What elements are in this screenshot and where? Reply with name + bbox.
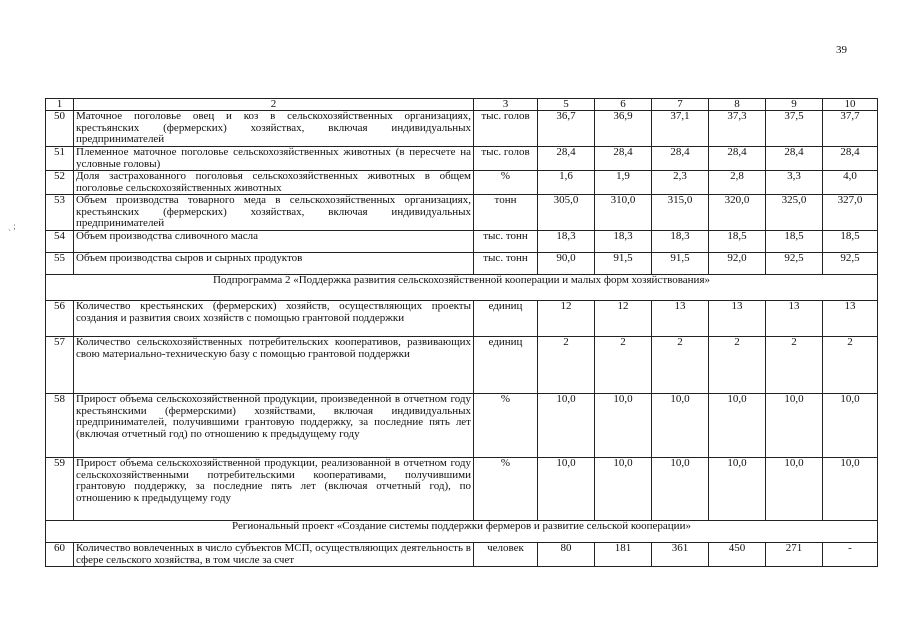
value-cell: 320,0 xyxy=(709,195,766,231)
value-cell: 3,3 xyxy=(766,171,823,195)
column-number-cell: 9 xyxy=(766,99,823,111)
table-row xyxy=(46,195,878,231)
section-title-cell: Региональный проект «Создание системы поддержки фермеров и развитие сельской кооперации» xyxy=(46,521,878,543)
table-row xyxy=(46,394,878,458)
indicator-name-cell: Количество вовлеченных в число субъектов МСП, осуществляющих деятельность в сфере сельского хозяйства, в том числе за счет xyxy=(74,543,474,567)
indicator-name-cell: Объем производства товарного меда в сельскохозяйственных организациях, крестьянских (фермерских) хозяйствах, включая индивидуальных предпринимателей xyxy=(74,195,474,231)
value-cell: 325,0 xyxy=(766,195,823,231)
row-number-cell: 50 xyxy=(46,111,74,147)
value-cell: 91,5 xyxy=(652,253,709,275)
indicator-name-cell: Племенное маточное поголовье сельскохозяйственных животных (в пересчете на условные головы) xyxy=(74,147,474,171)
indicator-name-cell: Прирост объема сельскохозяйственной продукции, реализованной в отчетном году сельскохозяйственными потребительскими кооперативами, получившими грантовую поддержку, за последние пять лет (включая отчетный год), по отношению к предыдущему году xyxy=(74,458,474,521)
value-cell: 10,0 xyxy=(595,458,652,521)
value-cell: 37,7 xyxy=(823,111,878,147)
value-cell: 37,5 xyxy=(766,111,823,147)
indicator-name-cell: Прирост объема сельскохозяйственной продукции, произведенной в отчетном году крестьянскими (фермерскими) хозяйствами, включая индивидуальных предпринимателей, получившими грантовую поддержку, за последние пять лет (включая отчетный год) по отношению к предыдущему году xyxy=(74,394,474,458)
unit-cell: единиц xyxy=(474,301,538,337)
value-cell: - xyxy=(823,543,878,567)
value-cell: 18,5 xyxy=(709,231,766,253)
value-cell: 28,4 xyxy=(766,147,823,171)
value-cell: 28,4 xyxy=(709,147,766,171)
value-cell: 10,0 xyxy=(538,394,595,458)
table-row xyxy=(46,301,878,337)
indicator-name-cell: Доля застрахованного поголовья сельскохозяйственных животных в общем поголовье сельскохозяйственных животных xyxy=(74,171,474,195)
header-row xyxy=(46,99,878,111)
row-number-cell: 59 xyxy=(46,458,74,521)
table-row xyxy=(46,147,878,171)
table-body xyxy=(46,99,878,567)
column-number-cell: 8 xyxy=(709,99,766,111)
value-cell: 13 xyxy=(766,301,823,337)
value-cell: 80 xyxy=(538,543,595,567)
unit-cell: % xyxy=(474,458,538,521)
value-cell: 4,0 xyxy=(823,171,878,195)
unit-cell: единиц xyxy=(474,337,538,394)
value-cell: 10,0 xyxy=(595,394,652,458)
row-number-cell: 51 xyxy=(46,147,74,171)
value-cell: 28,4 xyxy=(823,147,878,171)
column-number-cell: 7 xyxy=(652,99,709,111)
value-cell: 1,6 xyxy=(538,171,595,195)
value-cell: 10,0 xyxy=(766,394,823,458)
row-number-cell: 54 xyxy=(46,231,74,253)
value-cell: 2 xyxy=(595,337,652,394)
value-cell: 92,5 xyxy=(823,253,878,275)
unit-cell: % xyxy=(474,171,538,195)
table-row xyxy=(46,253,878,275)
unit-cell: % xyxy=(474,394,538,458)
value-cell: 18,3 xyxy=(652,231,709,253)
value-cell: 12 xyxy=(595,301,652,337)
indicator-name-cell: Маточное поголовье овец и коз в сельскохозяйственных организациях, крестьянских (фермерских) хозяйствах, включая индивидуальных предпринимателей xyxy=(74,111,474,147)
unit-cell: тыс. голов xyxy=(474,147,538,171)
value-cell: 327,0 xyxy=(823,195,878,231)
value-cell: 28,4 xyxy=(652,147,709,171)
column-number-cell: 10 xyxy=(823,99,878,111)
indicator-name-cell: Количество крестьянских (фермерских) хозяйств, осуществляющих проекты создания и развития своих хозяйств с помощью грантовой поддержки xyxy=(74,301,474,337)
value-cell: 18,3 xyxy=(538,231,595,253)
section-row xyxy=(46,521,878,543)
value-cell: 10,0 xyxy=(709,458,766,521)
value-cell: 18,5 xyxy=(823,231,878,253)
column-number-cell: 5 xyxy=(538,99,595,111)
table-row xyxy=(46,458,878,521)
value-cell: 10,0 xyxy=(538,458,595,521)
value-cell: 305,0 xyxy=(538,195,595,231)
value-cell: 90,0 xyxy=(538,253,595,275)
table-row xyxy=(46,337,878,394)
row-number-cell: 53 xyxy=(46,195,74,231)
value-cell: 28,4 xyxy=(538,147,595,171)
value-cell: 91,5 xyxy=(595,253,652,275)
table-row xyxy=(46,111,878,147)
indicators-table xyxy=(45,98,878,567)
row-number-cell: 56 xyxy=(46,301,74,337)
value-cell: 18,5 xyxy=(766,231,823,253)
margin-mark: ˎ ; xyxy=(8,221,16,231)
value-cell: 2 xyxy=(823,337,878,394)
value-cell: 10,0 xyxy=(709,394,766,458)
value-cell: 271 xyxy=(766,543,823,567)
value-cell: 36,7 xyxy=(538,111,595,147)
value-cell: 2 xyxy=(766,337,823,394)
table-row xyxy=(46,231,878,253)
value-cell: 13 xyxy=(652,301,709,337)
row-number-cell: 55 xyxy=(46,253,74,275)
value-cell: 37,3 xyxy=(709,111,766,147)
row-number-cell: 57 xyxy=(46,337,74,394)
indicator-name-cell: Объем производства сливочного масла xyxy=(74,231,474,253)
value-cell: 2 xyxy=(538,337,595,394)
value-cell: 2,8 xyxy=(709,171,766,195)
value-cell: 450 xyxy=(709,543,766,567)
row-number-cell: 60 xyxy=(46,543,74,567)
table-row xyxy=(46,171,878,195)
value-cell: 2 xyxy=(652,337,709,394)
section-title-cell: Подпрограмма 2 «Поддержка развития сельскохозяйственной кооперации и малых форм хозяйствования» xyxy=(46,275,878,301)
unit-cell: тыс. голов xyxy=(474,111,538,147)
column-number-cell: 6 xyxy=(595,99,652,111)
column-number-cell: 3 xyxy=(474,99,538,111)
value-cell: 28,4 xyxy=(595,147,652,171)
value-cell: 1,9 xyxy=(595,171,652,195)
column-number-cell: 2 xyxy=(74,99,474,111)
value-cell: 10,0 xyxy=(766,458,823,521)
value-cell: 361 xyxy=(652,543,709,567)
value-cell: 2,3 xyxy=(652,171,709,195)
table-row xyxy=(46,543,878,567)
value-cell: 13 xyxy=(709,301,766,337)
column-number-cell: 1 xyxy=(46,99,74,111)
value-cell: 310,0 xyxy=(595,195,652,231)
value-cell: 10,0 xyxy=(652,394,709,458)
value-cell: 12 xyxy=(538,301,595,337)
unit-cell: человек xyxy=(474,543,538,567)
section-row xyxy=(46,275,878,301)
value-cell: 37,1 xyxy=(652,111,709,147)
value-cell: 92,0 xyxy=(709,253,766,275)
indicator-name-cell: Количество сельскохозяйственных потребительских кооперативов, развивающих свою материально-техническую базу с помощью грантовой поддержки xyxy=(74,337,474,394)
value-cell: 10,0 xyxy=(823,458,878,521)
value-cell: 181 xyxy=(595,543,652,567)
value-cell: 10,0 xyxy=(823,394,878,458)
row-number-cell: 58 xyxy=(46,394,74,458)
unit-cell: тонн xyxy=(474,195,538,231)
page-number: 39 xyxy=(836,44,847,56)
value-cell: 92,5 xyxy=(766,253,823,275)
value-cell: 18,3 xyxy=(595,231,652,253)
value-cell: 2 xyxy=(709,337,766,394)
unit-cell: тыс. тонн xyxy=(474,253,538,275)
indicator-name-cell: Объем производства сыров и сырных продуктов xyxy=(74,253,474,275)
value-cell: 10,0 xyxy=(652,458,709,521)
unit-cell: тыс. тонн xyxy=(474,231,538,253)
row-number-cell: 52 xyxy=(46,171,74,195)
value-cell: 13 xyxy=(823,301,878,337)
value-cell: 315,0 xyxy=(652,195,709,231)
value-cell: 36,9 xyxy=(595,111,652,147)
